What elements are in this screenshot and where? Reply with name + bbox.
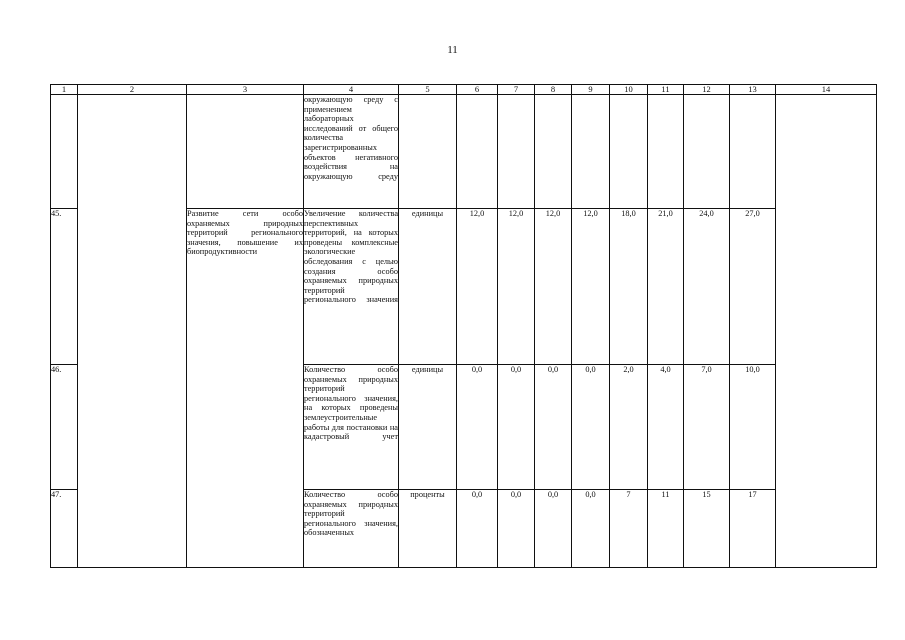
value-cell: 7 [610,490,648,568]
table-row [51,95,877,209]
row-number: 46. [51,365,78,490]
row-number: 45. [51,209,78,365]
page-number: 11 [447,44,458,56]
value-cell [648,95,684,209]
value-cell: 0,0 [535,365,572,490]
column-header: 12 [684,85,730,95]
value-cell: 12,0 [572,209,610,365]
value-cell: 27,0 [730,209,776,365]
row-number: 47. [51,490,78,568]
value-cell: 18,0 [610,209,648,365]
unit-cell [399,95,457,209]
unit-cell: единицы [399,365,457,490]
value-cell: 4,0 [648,365,684,490]
value-cell: 12,0 [535,209,572,365]
unit-cell: единицы [399,209,457,365]
indicator-name: окружающую среду с применением лабораторных исследований от общего количества зарегистрированных объектов негативного воздействия на окружающую среду [304,95,399,209]
column-header: 7 [498,85,535,95]
value-cell [730,95,776,209]
value-cell: 0,0 [572,490,610,568]
value-cell: 12,0 [457,209,498,365]
column-header: 3 [187,85,304,95]
column-header: 6 [457,85,498,95]
column-header: 13 [730,85,776,95]
value-cell: 15 [684,490,730,568]
value-cell: 0,0 [535,490,572,568]
value-cell [684,95,730,209]
value-cell: 11 [648,490,684,568]
column-header: 1 [51,85,78,95]
indicator-name: Увеличение количества перспективных территорий, на которых проведены комплексные экологические обследования с целью создания особо охраняемых природных территорий регионального значения [304,209,399,365]
value-cell: 0,0 [572,365,610,490]
value-cell [498,95,535,209]
value-cell: 2,0 [610,365,648,490]
value-cell [535,95,572,209]
header-row [51,85,877,95]
column-header: 11 [648,85,684,95]
value-cell [457,95,498,209]
value-cell [610,95,648,209]
value-cell: 0,0 [498,365,535,490]
column-header: 14 [776,85,877,95]
notes-cell [776,95,877,568]
value-cell: 24,0 [684,209,730,365]
goal-cell [78,95,187,568]
value-cell: 17 [730,490,776,568]
task-cell [187,95,304,209]
column-header: 4 [304,85,399,95]
value-cell: 12,0 [498,209,535,365]
column-header: 8 [535,85,572,95]
value-cell: 0,0 [498,490,535,568]
indicators-table [50,84,877,568]
value-cell: 7,0 [684,365,730,490]
column-header: 9 [572,85,610,95]
value-cell [572,95,610,209]
column-header: 2 [78,85,187,95]
indicator-name: Количество особо охраняемых природных территорий регионального значения, на которых проведены землеустроительные работы для постановки на кадастровый учет [304,365,399,490]
value-cell: 0,0 [457,490,498,568]
value-cell: 10,0 [730,365,776,490]
task-cell: Развитие сети особо охраняемых природных территорий регионального значения, повышение их биопродуктивности [187,209,304,568]
row-number [51,95,78,209]
column-header: 10 [610,85,648,95]
value-cell: 21,0 [648,209,684,365]
column-header: 5 [399,85,457,95]
value-cell: 0,0 [457,365,498,490]
unit-cell: проценты [399,490,457,568]
indicator-name: Количество особо охраняемых природных территорий регионального значения, обозначенных [304,490,399,568]
